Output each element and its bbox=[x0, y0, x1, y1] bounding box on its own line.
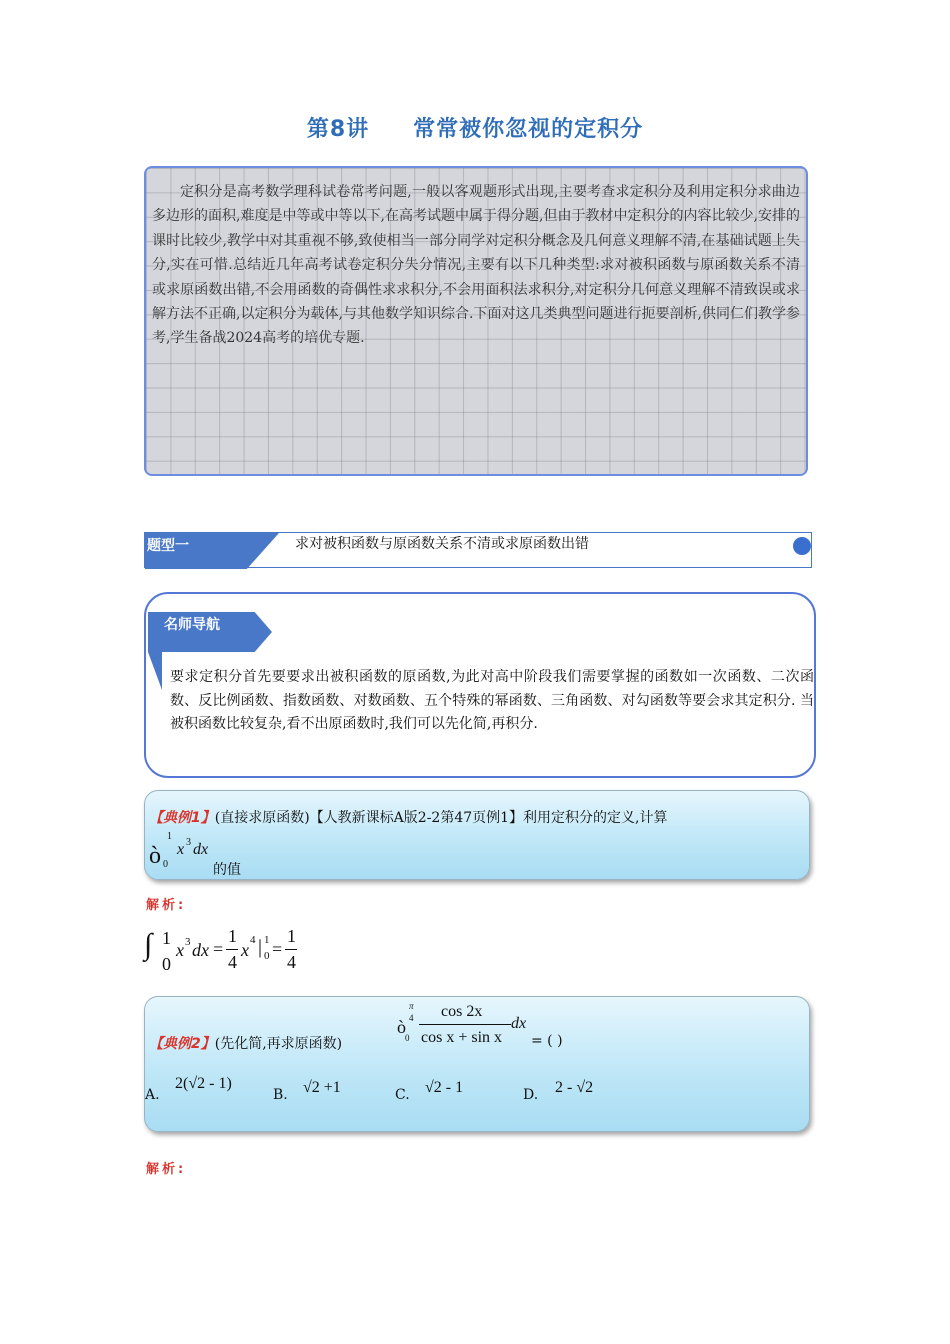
upper-pi: π bbox=[409, 1001, 414, 1011]
example-2-integral bbox=[397, 999, 597, 1055]
solution-eq2: = bbox=[272, 939, 283, 959]
example-2-text: (先化简,再求原函数) bbox=[214, 1036, 343, 1052]
example-2-tail: = ( ) bbox=[531, 1033, 563, 1049]
option-c-letter: C. bbox=[395, 1087, 410, 1103]
example-2-line bbox=[149, 1033, 342, 1053]
integral-lower: 0 bbox=[163, 859, 168, 870]
example-2-box bbox=[144, 996, 810, 1132]
guide-tab-tail bbox=[148, 652, 162, 690]
integral-dx: dx bbox=[511, 1015, 527, 1032]
lecture-number: 第8讲 bbox=[306, 117, 370, 142]
solution-exp4: 4 bbox=[250, 934, 256, 946]
intro-box bbox=[144, 166, 808, 476]
example-1-tag: 【典例1】 bbox=[149, 810, 215, 826]
integral-sign: ò bbox=[149, 843, 161, 869]
solution-x2: x bbox=[241, 940, 249, 960]
solution-eval-upper: 1 bbox=[264, 934, 270, 946]
solution-frac-bar bbox=[226, 949, 238, 950]
solution-integral-sign: ∫ bbox=[144, 928, 153, 961]
solution-frac-den: 4 bbox=[228, 952, 237, 972]
integrand-dx: dx bbox=[193, 841, 209, 858]
example-1-text: (直接求原函数)【人教新课标A版2-2第47页例1】利用定积分的定义,计算 bbox=[214, 810, 668, 826]
numerator: cos 2x bbox=[441, 1003, 483, 1020]
type-header bbox=[144, 532, 812, 568]
example-1-box bbox=[144, 790, 810, 880]
solution-eval-bar: | bbox=[258, 936, 263, 958]
option-d-value: 2 - √2 bbox=[555, 1079, 594, 1096]
dot-icon bbox=[793, 537, 811, 555]
solution-1-formula bbox=[144, 922, 344, 982]
lecture-topic: 常常被你忽视的定积分 bbox=[413, 117, 644, 142]
example-1-suffix: 的值 bbox=[213, 862, 241, 878]
solution-1-label: 解析: bbox=[146, 898, 187, 913]
example-1-integral bbox=[149, 831, 349, 875]
solution-exp3: 3 bbox=[185, 936, 191, 948]
solution-res-den: 4 bbox=[287, 952, 296, 972]
solution-frac-num: 1 bbox=[228, 926, 237, 946]
option-b-value: √2 +1 bbox=[303, 1079, 341, 1096]
solution-x: x bbox=[176, 940, 184, 960]
type-title: 求对被积函数与原函数关系不清或求原函数出错 bbox=[295, 536, 589, 552]
fraction-bar bbox=[419, 1024, 511, 1025]
solution-dx: dx bbox=[192, 940, 209, 960]
solution-res-num: 1 bbox=[287, 926, 296, 946]
option-c-value: √2 - 1 bbox=[425, 1079, 464, 1096]
upper-four: 4 bbox=[409, 1013, 414, 1023]
integral-sign-2: ò bbox=[397, 1017, 406, 1037]
option-a-value: 2(√2 - 1) bbox=[175, 1075, 232, 1092]
integrand-exp: 3 bbox=[186, 837, 191, 848]
guide-text: 要求定积分首先要要求出被积函数的原函数,为此对高中阶段我们需要掌握的函数如一次函数、二次函数、反比例函数、指数函数、对数函数、五个特殊的幂函数、三角函数、对勾函数等要会求其定积分. 当被积函数比较复杂,看不出原函数时,我们可以先化简,再积分. bbox=[170, 669, 814, 733]
solution-upper: 1 bbox=[162, 928, 171, 948]
option-a-letter: A. bbox=[145, 1087, 160, 1103]
solution-eq: = bbox=[213, 939, 224, 959]
intro-text: 定积分是高考数学理科试卷常考问题,一般以客观题形式出现,主要考查求定积分及利用定积分求曲边多边形的面积,难度是中等或中等以下,在高考试题中属于得分题,但由于教材中定积分的内容比较少,安排的课时比较少,教学中对其重视不够,致使相当一部分同学对定积分概念及几何意义理解不清,在基础试题上失分,实在可惜.总结近几年高考试卷定积分失分情况,主要有以下几种类型:求对被积函数与原函数关系不清或求原函数出错,不会用函数的奇偶性求求积分,不会用面积法求积分,对定积分几何意义理解不清致误或求解方法不正确,以定积分为载体,与其他数学知识综合.下面对这几类典型问题进行扼要剖析,供同仁们教学参考,学生备战2024高考的培优专题. bbox=[152, 184, 800, 347]
option-d-letter: D. bbox=[523, 1087, 539, 1103]
integrand-x: x bbox=[177, 841, 185, 858]
solution-2-label: 解析: bbox=[146, 1162, 187, 1177]
example-1-line bbox=[149, 807, 668, 827]
integral-upper: 1 bbox=[167, 831, 172, 842]
example-2-tag: 【典例2】 bbox=[149, 1036, 215, 1052]
denominator: cos x + sin x bbox=[421, 1029, 503, 1046]
solution-eval-lower: 0 bbox=[264, 950, 270, 962]
solution-lower: 0 bbox=[162, 954, 171, 974]
page-title bbox=[0, 112, 950, 143]
guide-label: 名师导航 bbox=[164, 617, 220, 633]
guide-box bbox=[144, 592, 816, 778]
lower-zero: 0 bbox=[405, 1033, 410, 1043]
option-b-letter: B. bbox=[273, 1087, 288, 1103]
type-label: 题型一 bbox=[147, 538, 189, 554]
solution-res-bar bbox=[285, 949, 297, 950]
